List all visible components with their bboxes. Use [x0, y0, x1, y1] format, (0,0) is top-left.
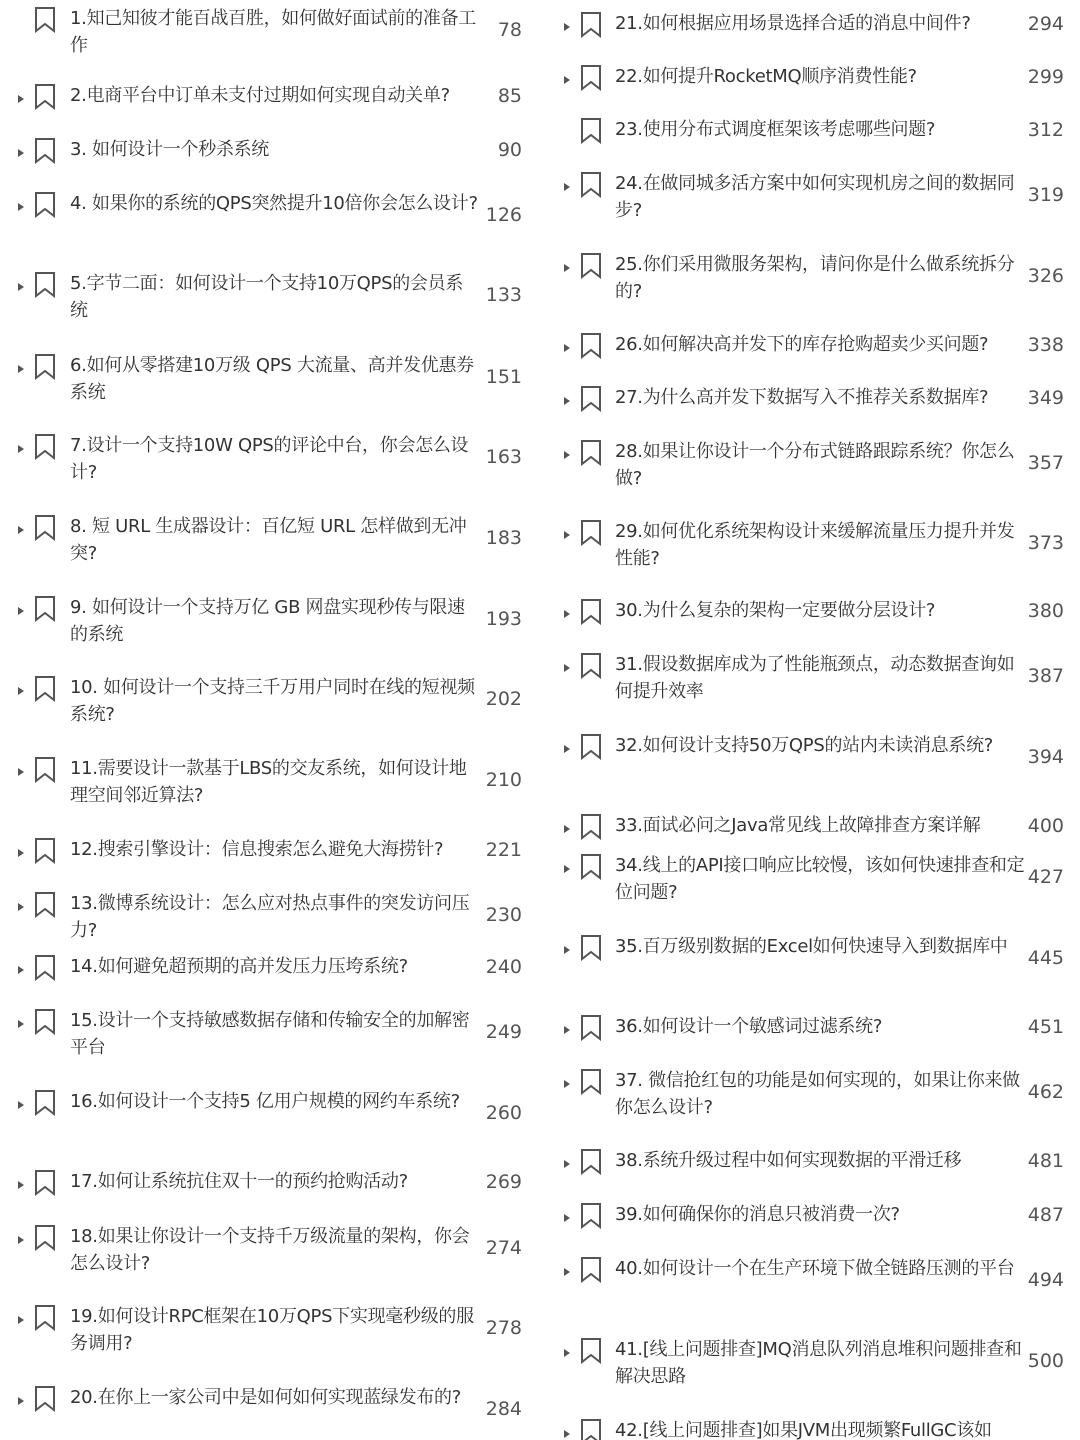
expand-arrow-icon[interactable]: [18, 1397, 24, 1405]
toc-page-number: 319: [1027, 184, 1064, 206]
expand-arrow-icon[interactable]: [564, 1349, 570, 1357]
bookmark-icon[interactable]: [580, 935, 602, 961]
toc-entry[interactable]: [0, 893, 540, 947]
bookmark-icon[interactable]: [580, 1203, 602, 1229]
toc-title[interactable]: 11.需要设计一款基于LBS的交友系统，如何设计地理空间邻近算法?: [70, 758, 467, 806]
expand-arrow-icon[interactable]: [564, 344, 570, 352]
toc-entry[interactable]: [0, 8, 540, 62]
expand-arrow-icon[interactable]: [18, 1181, 24, 1189]
bookmark-icon[interactable]: [34, 1225, 56, 1251]
toc-title[interactable]: 35.百万级别数据的Excel如何快速导入到数据库中: [615, 936, 1008, 957]
expand-arrow-icon[interactable]: [564, 946, 570, 954]
expand-arrow-icon[interactable]: [564, 264, 570, 272]
bookmark-icon[interactable]: [34, 138, 56, 164]
toc-page-number: 494: [1027, 1269, 1064, 1291]
expand-arrow-icon[interactable]: [564, 865, 570, 873]
toc-entry[interactable]: [540, 1204, 1080, 1231]
bookmark-icon[interactable]: [580, 520, 602, 546]
bookmark-icon[interactable]: [34, 1009, 56, 1035]
bookmark-icon[interactable]: [580, 1069, 602, 1095]
toc-page-number: 249: [485, 1021, 522, 1043]
toc-page-number: 269: [485, 1171, 522, 1193]
toc-page-number: 210: [485, 769, 522, 791]
expand-arrow-icon[interactable]: [564, 1430, 570, 1438]
toc-page-number: 373: [1027, 532, 1064, 554]
bookmark-icon[interactable]: [580, 12, 602, 38]
expand-arrow-icon[interactable]: [564, 664, 570, 672]
toc-entry[interactable]: [540, 1420, 1080, 1440]
expand-arrow-icon[interactable]: [564, 1268, 570, 1276]
toc-title[interactable]: 12.搜索引擎设计：信息搜索怎么避免大海捞针?: [70, 839, 444, 860]
toc-page-number: 349: [1027, 387, 1064, 409]
toc-entry[interactable]: [0, 758, 540, 812]
toc-page-number: 85: [497, 85, 522, 107]
toc-page-number: 274: [485, 1237, 522, 1259]
expand-arrow-icon[interactable]: [18, 283, 24, 291]
toc-title[interactable]: 13.微博系统设计：怎么应对热点事件的突发访问压力?: [70, 893, 470, 941]
bookmark-icon[interactable]: [34, 1090, 56, 1116]
expand-arrow-icon[interactable]: [18, 445, 24, 453]
toc-title[interactable]: 17.如何让系统抗住双十一的预约抢购活动?: [70, 1171, 408, 1192]
toc-page-number: 400: [1027, 815, 1064, 837]
expand-arrow-icon[interactable]: [18, 1020, 24, 1028]
toc-page-number: 284: [485, 1398, 522, 1420]
expand-arrow-icon[interactable]: [564, 825, 570, 833]
bookmark-icon[interactable]: [34, 1305, 56, 1331]
toc-page-number: 326: [1027, 265, 1064, 287]
toc-entry[interactable]: [0, 85, 540, 112]
toc-title[interactable]: 23.使用分布式调度框架该考虑哪些问题?: [615, 119, 936, 140]
toc-entry[interactable]: [540, 1258, 1080, 1312]
toc-entry[interactable]: [0, 273, 540, 327]
expand-arrow-icon[interactable]: [18, 768, 24, 776]
expand-arrow-icon[interactable]: [564, 1160, 570, 1168]
bookmark-icon[interactable]: [34, 676, 56, 702]
toc-title[interactable]: 26.如何解决高并发下的库存抢购超卖少买问题?: [615, 334, 989, 355]
bookmark-icon[interactable]: [34, 84, 56, 110]
toc-entry[interactable]: [540, 600, 1080, 627]
expand-arrow-icon[interactable]: [18, 149, 24, 157]
toc-entry[interactable]: [0, 956, 540, 983]
expand-arrow-icon[interactable]: [18, 95, 24, 103]
bookmark-icon[interactable]: [34, 434, 56, 460]
toc-page-number: 487: [1027, 1204, 1064, 1226]
toc-title[interactable]: 1.知己知彼才能百战百胜，如何做好面试前的准备工作: [70, 8, 476, 56]
toc-title[interactable]: 36.如何设计一个敏感词过滤系统?: [615, 1016, 883, 1037]
bookmark-icon[interactable]: [580, 386, 602, 412]
toc-entry[interactable]: [0, 1091, 540, 1145]
expand-arrow-icon[interactable]: [564, 745, 570, 753]
toc-entry[interactable]: [540, 13, 1080, 40]
bookmark-icon[interactable]: [580, 653, 602, 679]
toc-entry[interactable]: [540, 66, 1080, 93]
expand-arrow-icon[interactable]: [18, 1316, 24, 1324]
toc-entry[interactable]: [0, 1171, 540, 1198]
toc-title[interactable]: 9. 如何设计一个支持万亿 GB 网盘实现秒传与限速的系统: [70, 597, 465, 645]
toc-title[interactable]: 21.如何根据应用场景选择合适的消息中间件?: [615, 13, 971, 34]
bookmark-icon[interactable]: [580, 599, 602, 625]
expand-arrow-icon[interactable]: [18, 687, 24, 695]
toc-page-number: 183: [485, 527, 522, 549]
toc-title[interactable]: 38.系统升级过程中如何实现数据的平滑迁移: [615, 1150, 962, 1171]
expand-arrow-icon[interactable]: [18, 365, 24, 373]
toc-page-number: 380: [1027, 600, 1064, 622]
toc-page-number: 299: [1027, 66, 1064, 88]
toc-page-number: 221: [485, 839, 522, 861]
toc-title[interactable]: 5.字节二面：如何设计一个支持10万QPS的会员系统: [70, 273, 464, 321]
toc-entry[interactable]: [0, 677, 540, 731]
toc-title[interactable]: 37. 微信抢红包的功能是如何实现的，如果让你来做你怎么设计?: [615, 1070, 1020, 1118]
toc-title[interactable]: 33.面试必问之Java常见线上故障排查方案详解: [615, 815, 981, 836]
bookmark-icon[interactable]: [580, 814, 602, 840]
bookmark-icon[interactable]: [580, 1015, 602, 1041]
toc-page-number: 126: [485, 204, 522, 226]
toc-page-number: 133: [485, 284, 522, 306]
toc-entry[interactable]: [0, 839, 540, 866]
expand-arrow-icon[interactable]: [564, 1080, 570, 1088]
toc-entry[interactable]: [0, 516, 540, 570]
toc-page-number: 230: [485, 904, 522, 926]
bookmark-icon[interactable]: [34, 892, 56, 918]
toc-page-number: 500: [1027, 1350, 1064, 1372]
toc-entry[interactable]: [0, 1010, 540, 1064]
toc-title[interactable]: 19.如何设计RPC框架在10万QPS下实现毫秒级的服务调用?: [70, 1306, 474, 1354]
toc-entry[interactable]: [540, 173, 1080, 227]
bookmark-icon[interactable]: [580, 118, 602, 144]
toc-entry[interactable]: [0, 1226, 540, 1280]
bookmark-icon[interactable]: [34, 192, 56, 218]
expand-arrow-icon[interactable]: [564, 183, 570, 191]
expand-arrow-icon[interactable]: [564, 1026, 570, 1034]
bookmark-icon[interactable]: [580, 734, 602, 760]
expand-arrow-icon[interactable]: [18, 526, 24, 534]
expand-arrow-icon[interactable]: [18, 1236, 24, 1244]
expand-arrow-icon[interactable]: [18, 849, 24, 857]
toc-title[interactable]: 31.假设数据库成为了性能瓶颈点，动态数据查询如何提升效率: [615, 654, 1015, 702]
toc-title[interactable]: 27.为什么高并发下数据写入不推荐关系数据库?: [615, 387, 989, 408]
toc-title[interactable]: 10. 如何设计一个支持三千万用户同时在线的短视频系统?: [70, 677, 475, 725]
toc-page-number: 312: [1027, 119, 1064, 141]
toc-title[interactable]: 4. 如果你的系统的QPS突然提升10倍你会怎么设计?: [70, 193, 478, 214]
toc-title[interactable]: 18.如果让你设计一个支持千万级流量的架构，你会怎么设计?: [70, 1226, 470, 1274]
toc-title[interactable]: 39.如何确保你的消息只被消费一次?: [615, 1204, 900, 1225]
bookmark-icon[interactable]: [580, 1257, 602, 1283]
toc-page-number: 462: [1027, 1081, 1064, 1103]
toc-title[interactable]: 29.如何优化系统架构设计来缓解流量压力提升并发性能?: [615, 521, 1015, 569]
toc-entry[interactable]: [0, 597, 540, 651]
toc-page-number: 240: [485, 956, 522, 978]
toc-page-number: 90: [497, 139, 522, 161]
toc-page-number: 357: [1027, 452, 1064, 474]
toc-title[interactable]: 3. 如何设计一个秒杀系统: [70, 139, 269, 160]
bookmark-icon[interactable]: [34, 1170, 56, 1196]
bookmark-icon[interactable]: [580, 1149, 602, 1175]
bookmark-icon[interactable]: [580, 440, 602, 466]
expand-arrow-icon[interactable]: [18, 203, 24, 211]
toc-entry[interactable]: [540, 654, 1080, 708]
bookmark-icon[interactable]: [34, 272, 56, 298]
toc-title[interactable]: 20.在你上一家公司中是如何如何实现蓝绿发布的?: [70, 1387, 461, 1408]
toc-entry[interactable]: [540, 119, 1080, 146]
toc-entry[interactable]: [540, 1339, 1080, 1393]
bookmark-icon[interactable]: [580, 65, 602, 91]
toc-title[interactable]: 42.[线上问题排查]如果JVM出现频繁FullGC该如: [615, 1420, 992, 1440]
bookmark-icon[interactable]: [580, 172, 602, 198]
toc-entry[interactable]: [0, 139, 540, 166]
toc-title[interactable]: 28.如果让你设计一个分布式链路跟踪系统？你怎么做?: [615, 441, 1015, 489]
toc-page-number: 338: [1027, 334, 1064, 356]
toc-title[interactable]: 8. 短 URL 生成器设计：百亿短 URL 怎样做到无冲突?: [70, 516, 467, 564]
expand-arrow-icon[interactable]: [564, 76, 570, 84]
bookmark-icon[interactable]: [580, 1338, 602, 1364]
toc-page-number: 202: [485, 688, 522, 710]
toc-entry[interactable]: [0, 1387, 540, 1440]
bookmark-icon[interactable]: [580, 854, 602, 880]
toc-entry[interactable]: [0, 435, 540, 489]
toc-page-number: 451: [1027, 1016, 1064, 1038]
bookmark-icon[interactable]: [34, 515, 56, 541]
toc-title[interactable]: 6.如何从零搭建10万级 QPS 大流量、高并发优惠券系统: [70, 355, 474, 403]
toc-title[interactable]: 16.如何设计一个支持5 亿用户规模的网约车系统?: [70, 1091, 460, 1112]
expand-arrow-icon[interactable]: [564, 451, 570, 459]
toc-entry[interactable]: [540, 815, 1080, 842]
toc-page-number: 445: [1027, 947, 1064, 969]
toc-page-number: 260: [485, 1102, 522, 1124]
toc-entry[interactable]: [540, 521, 1080, 575]
toc-entry[interactable]: [0, 193, 540, 247]
toc-entry[interactable]: [540, 735, 1080, 789]
toc-entry[interactable]: [540, 334, 1080, 361]
expand-arrow-icon[interactable]: [18, 903, 24, 911]
bookmark-icon[interactable]: [34, 838, 56, 864]
toc-title[interactable]: 24.在做同城多活方案中如何实现机房之间的数据同步?: [615, 173, 1015, 221]
expand-arrow-icon[interactable]: [18, 966, 24, 974]
expand-arrow-icon[interactable]: [564, 610, 570, 618]
bookmark-icon[interactable]: [34, 955, 56, 981]
toc-entry[interactable]: [540, 1016, 1080, 1043]
toc-title[interactable]: 25.你们采用微服务架构，请问你是什么做系统拆分的?: [615, 254, 1015, 302]
bookmark-icon[interactable]: [34, 7, 56, 33]
expand-arrow-icon[interactable]: [564, 1214, 570, 1222]
bookmark-icon[interactable]: [34, 354, 56, 380]
toc-page-number: 427: [1027, 866, 1064, 888]
toc-title[interactable]: 41.[线上问题排查]MQ消息队列消息堆积问题排查和解决思路: [615, 1339, 1022, 1387]
toc-page-number: 193: [485, 608, 522, 630]
expand-arrow-icon[interactable]: [564, 531, 570, 539]
toc-page-number: 394: [1027, 746, 1064, 768]
bookmark-icon[interactable]: [580, 253, 602, 279]
toc-title[interactable]: 2.电商平台中订单未支付过期如何实现自动关单?: [70, 85, 450, 106]
toc-title[interactable]: 7.设计一个支持10W QPS的评论中台，你会怎么设计?: [70, 435, 469, 483]
bookmark-icon[interactable]: [580, 333, 602, 359]
toc-page-number: 151: [485, 366, 522, 388]
expand-arrow-icon[interactable]: [564, 23, 570, 31]
expand-arrow-icon[interactable]: [564, 397, 570, 405]
toc-page-number: 387: [1027, 665, 1064, 687]
toc-page-number: 163: [485, 446, 522, 468]
toc-entry[interactable]: [540, 1070, 1080, 1124]
toc-entry[interactable]: [540, 1150, 1080, 1177]
toc-page-number: 278: [485, 1317, 522, 1339]
bookmark-icon[interactable]: [580, 1419, 602, 1440]
toc-title[interactable]: 40.如何设计一个在生产环境下做全链路压测的平台: [615, 1258, 1015, 1279]
toc-title[interactable]: 22.如何提升RocketMQ顺序消费性能?: [615, 66, 917, 87]
toc-title[interactable]: 34.线上的API接口响应比较慢，该如何快速排查和定位问题?: [615, 855, 1025, 903]
toc-entry[interactable]: [0, 1306, 540, 1360]
toc-title[interactable]: 32.如何设计支持50万QPS的站内未读消息系统?: [615, 735, 994, 756]
toc-entry[interactable]: [540, 254, 1080, 308]
expand-arrow-icon[interactable]: [18, 607, 24, 615]
expand-arrow-icon[interactable]: [18, 1101, 24, 1109]
bookmark-icon[interactable]: [34, 757, 56, 783]
toc-title[interactable]: 15.设计一个支持敏感数据存储和传输安全的加解密平台: [70, 1010, 470, 1058]
toc-title[interactable]: 14.如何避免超预期的高并发压力压垮系统?: [70, 956, 408, 977]
toc-entry[interactable]: [540, 936, 1080, 990]
toc-entry[interactable]: [0, 355, 540, 409]
bookmark-icon[interactable]: [34, 596, 56, 622]
toc-entry[interactable]: [540, 387, 1080, 414]
toc-page-number: 294: [1027, 13, 1064, 35]
bookmark-icon[interactable]: [34, 1386, 56, 1412]
toc-entry[interactable]: [540, 441, 1080, 495]
toc-page-number: 78: [497, 19, 522, 41]
toc-entry[interactable]: [540, 855, 1080, 909]
toc-title[interactable]: 30.为什么复杂的架构一定要做分层设计?: [615, 600, 936, 621]
toc-page-number: 481: [1027, 1150, 1064, 1172]
